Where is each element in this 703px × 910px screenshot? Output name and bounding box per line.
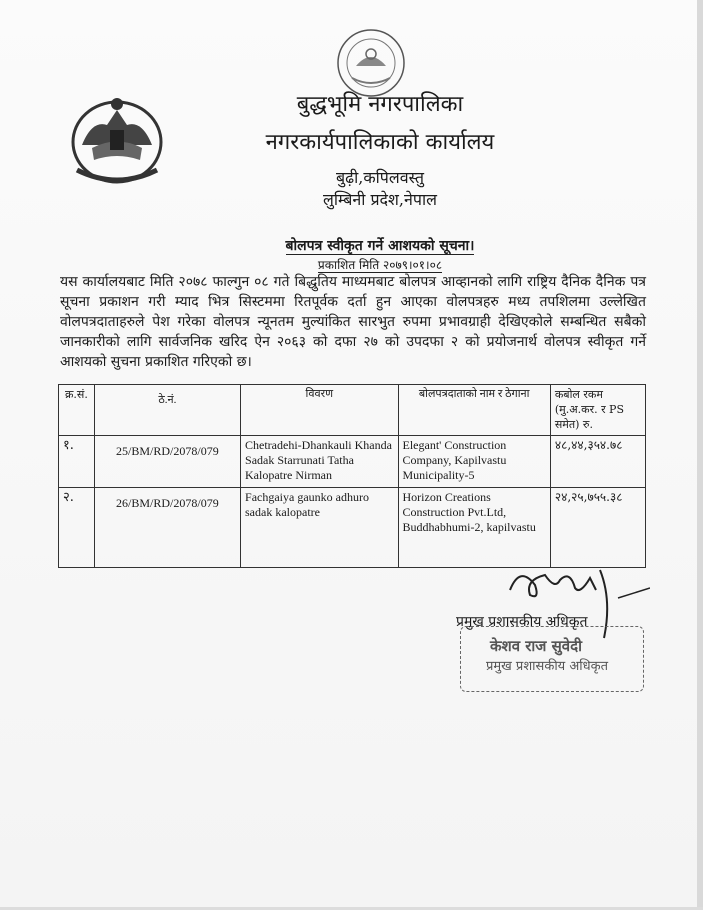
nepal-emblem-logo <box>62 90 172 190</box>
office-name: नगरकार्यपालिकाको कार्यालय <box>265 130 495 155</box>
row-contract-no: 26/BM/RD/2078/079 <box>94 488 240 568</box>
row-amount: २४,२५,७५५.३८ <box>550 488 645 568</box>
table-row <box>59 488 646 568</box>
publish-date <box>170 256 590 273</box>
header-amount: कबोल रकम (मु.अ.कर. र PS समेत) रु. <box>550 385 645 436</box>
notice-body: यस कार्यालयबाट मिति २०७८ फाल्गुन ०८ गते बिद्धुतिय माध्यमबाट बोलपत्र आव्हानको लागि राष्ट्रिय दैनिक दैनिक पत्र सूचना प्रकाशन गरी म्याद भित्र सिस्टममा रितपूर्वक दर्ता हुन आएका वोलपत्रहरु मध्य तपशिलमा उल्लेखित वोलपत्रदाताहरुले पेश गरेका वोलपत्र न्यूनतम मुल्यांकित सारभुत रुपमा प्रभावग्राही देखिएकोले सम्बन्धित सबैको जानकारीको लागि सार्वजनिक खरिद ऐन २०६३ को दफा २७ को उपदफा २ को प्रयोजनार्थ वोलपत्र स्वीकृत गर्ने आशयको सुचना प्रकाशित गरिएको छ। <box>60 274 646 370</box>
table-header-row <box>59 385 646 436</box>
row-contract-no: 25/BM/RD/2078/079 <box>94 436 240 488</box>
row-sn: १. <box>59 436 95 488</box>
notice-title <box>170 236 590 255</box>
table-row <box>59 436 646 488</box>
header-description: विवरण <box>241 385 398 436</box>
stamp-name: केशव राज सुवेदी <box>490 637 582 655</box>
bid-table <box>58 384 646 568</box>
row-description: Fachgaiya gaunko adhuro sadak kalopatre <box>241 488 398 568</box>
row-bidder: Horizon Creations Construction Pvt.Ltd, Buddhabhumi-2, kapilvastu <box>398 488 550 568</box>
header-contract-no: ठे.नं. <box>94 385 240 436</box>
municipality-name: बुद्धभूमि नगरपालिका <box>296 92 464 117</box>
row-amount: ४८,४४,३५४.७८ <box>550 436 645 488</box>
row-description: Chetradehi-Dhankauli Khanda Sadak Starrunati Tatha Kalopatre Nirman <box>241 436 398 488</box>
office-address: बुढ़ी,कपिलवस्तु <box>336 168 424 187</box>
row-sn: २. <box>59 488 95 568</box>
header-sn: क्र.सं. <box>59 385 95 436</box>
notice-title-text: बोलपत्र स्वीकृत गर्ने आशयको सूचना। <box>285 238 475 254</box>
page-edge-shadow <box>697 0 703 910</box>
stamp-title: प्रमुख प्रशासकीय अधिकृत <box>486 659 609 674</box>
header-bidder: बोलपत्रदाताको नाम र ठेगाना <box>398 385 550 436</box>
signatory-designation: प्रमुख प्रशासकीय अधिकृत <box>456 614 588 630</box>
row-bidder: Elegant' Construction Company, Kapilvastu Municipality-5 <box>398 436 550 488</box>
office-province: लुम्बिनी प्रदेश,नेपाल <box>323 190 437 209</box>
publish-date-text: प्रकाशित मिति २०७९।०१।०८ <box>317 258 443 272</box>
